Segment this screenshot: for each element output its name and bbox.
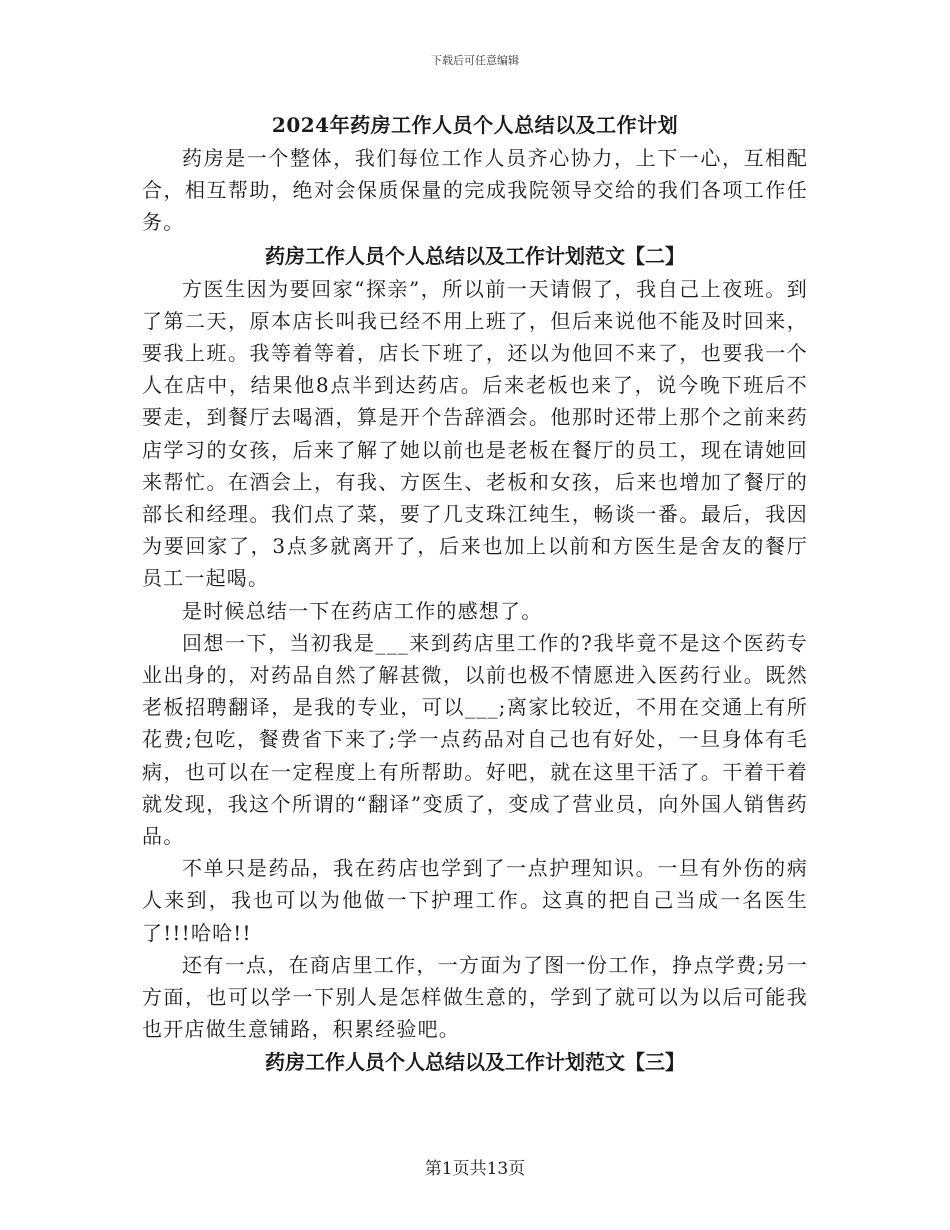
section-3-title: 药房工作人员个人总结以及工作计划范文【三】 [265, 1050, 685, 1075]
body-paragraph: 还有一点，在商店里工作，一方面为了图一份工作，挣点学费;另一方面，也可以学一下别人是怎样做生意的，学到了就可以为以后可能我也开店做生意铺路，积累经验吧。 [142, 952, 808, 1042]
body-paragraph: 方医生因为要回家“探亲”，所以前一天请假了，我自己上夜班。到了第二天，原本店长叫我已经不用上班了，但后来说他不能及时回来，要我上班。我等着等着，店长下班了，还以为他回不来了，也要我一个人在店中，结果他8点半到达药店。后来老板也来了，说今晚下班后不要走，到餐厅去喝酒，算是开个告辞酒会。他那时还带上那个之前来药店学习的女孩，后来了解了她以前也是老板在餐厅的员工，现在请她回来帮忙。在酒会上，有我、方医生、老板和女孩，后来也增加了餐厅的部长和经理。我们点了菜，要了几支珠江纯生，畅谈一番。最后，我因为要回家了，3点多就离开了，后来也加上以前和方医生是舍友的餐厅员工一起喝。 [142, 276, 808, 591]
body-paragraph: 是时候总结一下在药店工作的感想了。 [182, 598, 543, 623]
document-body [142, 108, 808, 1079]
body-paragraph: 不单只是药品，我在药店也学到了一点护理知识。一旦有外伤的病人来到，我也可以为他做一下护理工作。这真的把自己当成一名医生了!!!哈哈!! [142, 856, 808, 945]
document-title: 2024年药房工作人员个人总结以及工作计划 [271, 113, 679, 137]
body-paragraph: 回想一下，当初我是___来到药店里工作的?我毕竟不是这个医药专业出身的，对药品自然了解甚微，以前也极不情愿进入医药行业。既然老板招聘翻译，是我的专业，可以___;离家比较近，不用在交通上有所花费;包吃，餐费省下来了;学一点药品对自己也有好处，一旦身体有毛病，也可以在一定程度上有所帮助。好吧，就在这里干活了。干着干着就发现，我这个所谓的“翻译”变质了，变成了营业员，向外国人销售药品。 [142, 630, 808, 849]
page-header-note: 下载后可任意编辑 [431, 54, 519, 67]
intro-paragraph: 药房是一个整体，我们每位工作人员齐心协力，上下一心，互相配合，相互帮助，绝对会保质保量的完成我院领导交给的我们各项工作任务。 [142, 146, 808, 235]
section-2-title: 药房工作人员个人总结以及工作计划范文【二】 [265, 243, 685, 268]
page-number: 第1页共13页 [424, 1159, 526, 1179]
